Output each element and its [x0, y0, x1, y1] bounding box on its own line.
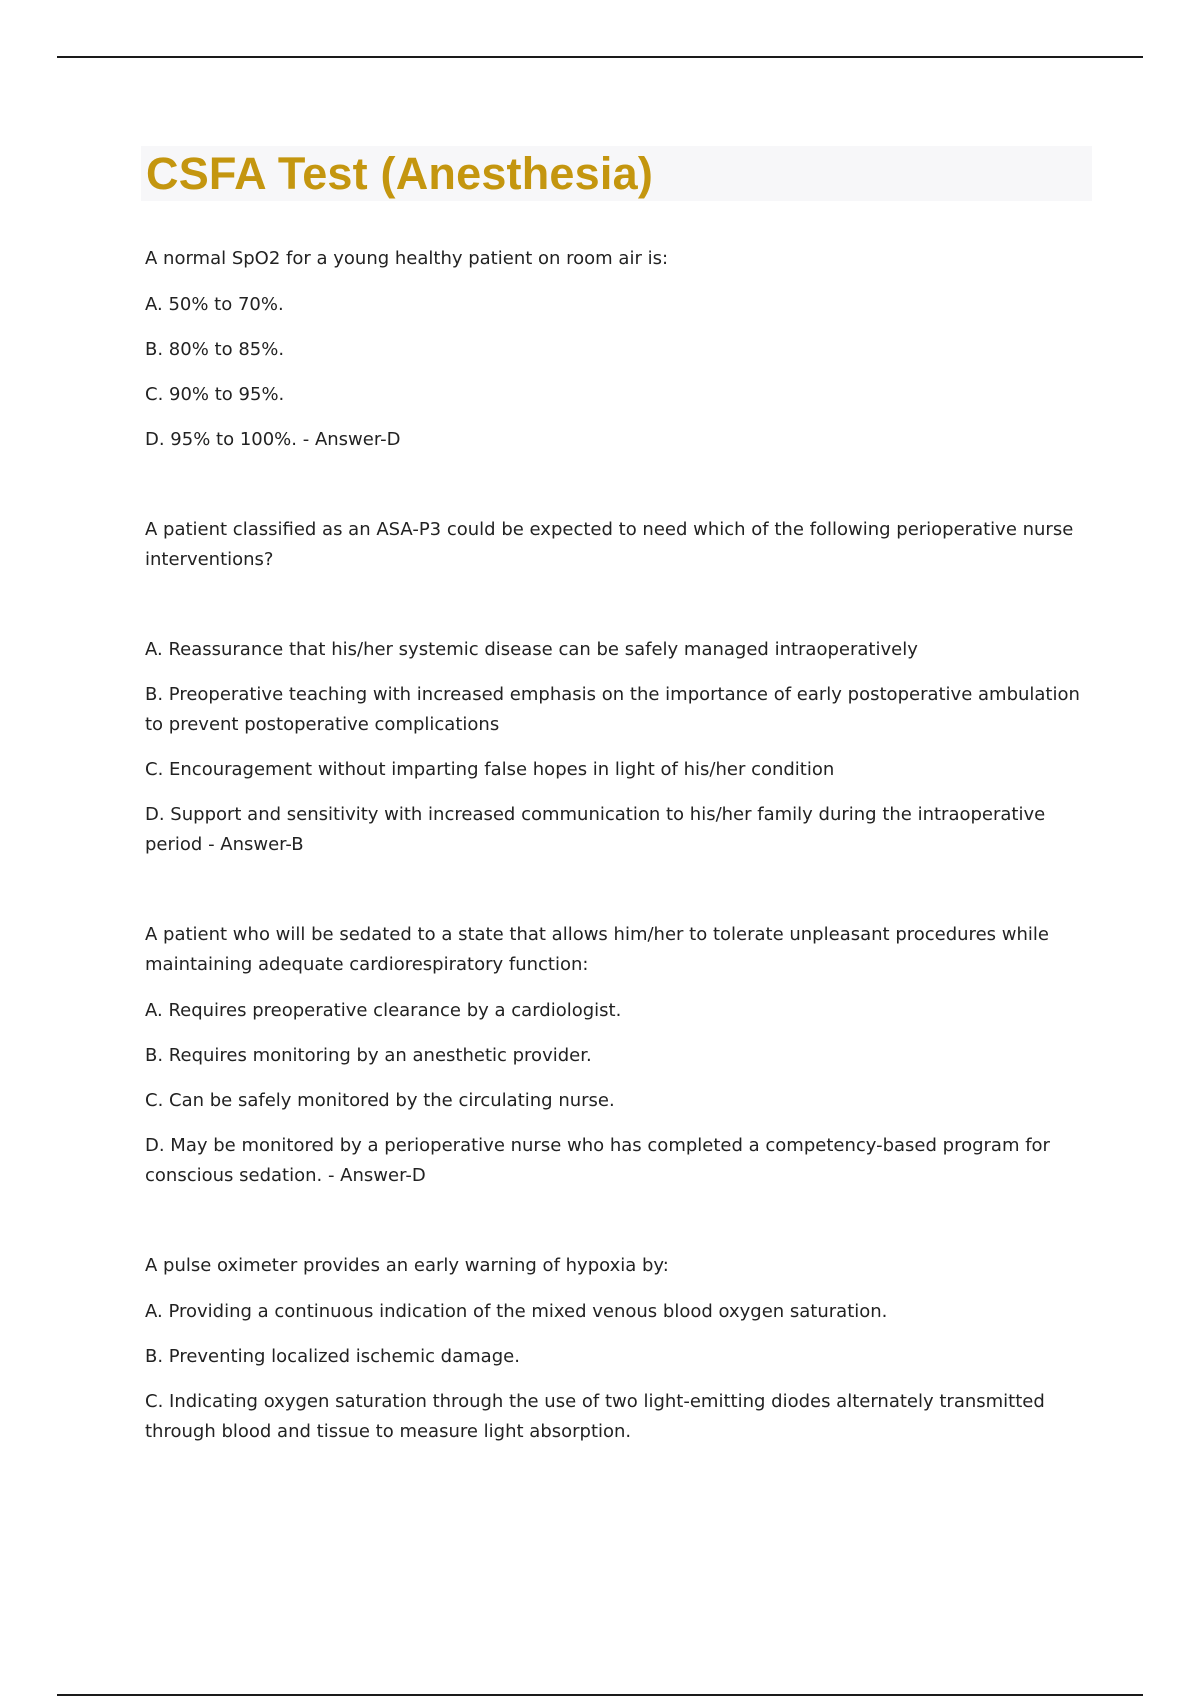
question-3-option-d	[145, 1131, 1080, 1191]
question-1-answer: - Answer-D	[297, 429, 401, 450]
question-2-option-d-text: D. Support and sensitivity with increased communication to his/her family during the intraoperative period	[145, 804, 1046, 855]
question-2-option-d	[145, 800, 1080, 860]
question-3	[145, 920, 1080, 1191]
question-4	[145, 1251, 1080, 1447]
question-2-option-c: C. Encouragement without imparting false hopes in light of his/her condition	[145, 759, 835, 780]
question-2	[145, 515, 1080, 860]
question-4-option-c: C. Indicating oxygen saturation through the use of two light-emitting diodes alternately transmitted through blood and tissue to measure light absorption.	[145, 1391, 1045, 1442]
question-2-option-a: A. Reassurance that his/her systemic disease can be safely managed intraoperatively	[145, 639, 918, 660]
question-4-option-a: A. Providing a continuous indication of the mixed venous blood oxygen saturation.	[145, 1301, 888, 1322]
question-3-option-a: A. Requires preoperative clearance by a cardiologist.	[145, 1000, 622, 1021]
question-1-option-a: A. 50% to 70%.	[145, 294, 284, 315]
question-1	[145, 244, 1080, 455]
question-4-text: A pulse oximeter provides an early warning of hypoxia by:	[145, 1255, 669, 1276]
question-3-option-b: B. Requires monitoring by an anesthetic provider.	[145, 1045, 592, 1066]
question-1-text: A normal SpO2 for a young healthy patient on room air is:	[145, 248, 669, 269]
question-2-answer: - Answer-B	[202, 834, 304, 855]
question-2-option-b: B. Preoperative teaching with increased emphasis on the importance of early postoperative ambulation to prevent postoperative complications	[145, 684, 1080, 735]
question-3-answer: - Answer-D	[322, 1165, 426, 1186]
question-3-option-d-text: D. May be monitored by a perioperative nurse who has completed a competency-based program for conscious sedation.	[145, 1135, 1050, 1186]
question-1-option-d-text: D. 95% to 100%.	[145, 429, 298, 450]
header-rule	[57, 56, 1143, 58]
question-3-text: A patient who will be sedated to a state that allows him/her to tolerate unpleasant procedures while maintaining adequate cardiorespiratory function:	[145, 924, 1049, 975]
question-4-option-b: B. Preventing localized ischemic damage.	[145, 1346, 520, 1367]
footer-rule	[57, 1694, 1143, 1696]
question-3-option-c: C. Can be safely monitored by the circulating nurse.	[145, 1090, 615, 1111]
document-title: CSFA Test (Anesthesia)	[146, 148, 654, 199]
question-list	[145, 244, 1080, 1447]
question-1-option-d	[145, 425, 1080, 455]
question-2-text: A patient classified as an ASA-P3 could be expected to need which of the following perioperative nurse interventions?	[145, 519, 1074, 570]
question-1-option-b: B. 80% to 85%.	[145, 339, 285, 360]
question-1-option-c: C. 90% to 95%.	[145, 384, 285, 405]
